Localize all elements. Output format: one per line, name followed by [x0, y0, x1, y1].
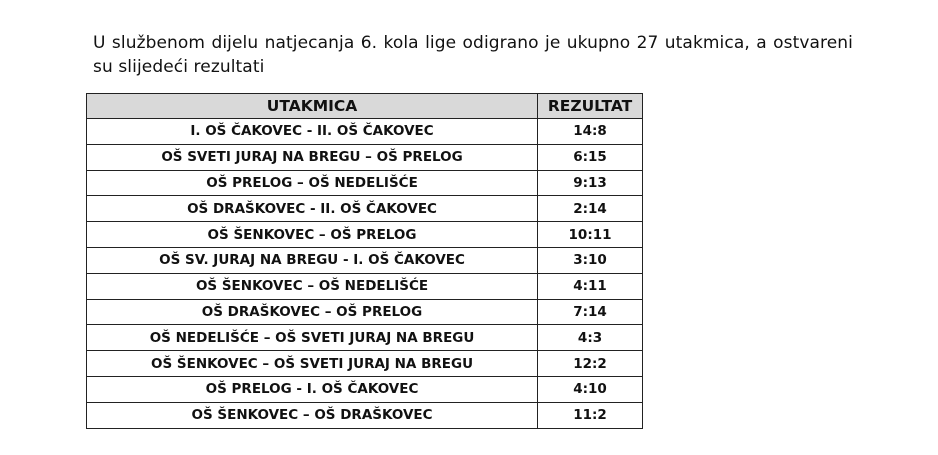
match-cell: OŠ ŠENKOVEC – OŠ SVETI JURAJ NA BREGU	[87, 351, 538, 377]
result-cell: 11:2	[538, 402, 643, 428]
table-row	[87, 196, 643, 222]
result-cell: 14:8	[538, 119, 643, 145]
results-table	[86, 93, 643, 429]
result-cell: 6:15	[538, 144, 643, 170]
header-result: REZULTAT	[538, 94, 643, 119]
match-cell: OŠ DRAŠKOVEC - II. OŠ ČAKOVEC	[87, 196, 538, 222]
result-cell: 2:14	[538, 196, 643, 222]
table-row	[87, 376, 643, 402]
match-cell: OŠ ŠENKOVEC – OŠ PRELOG	[87, 222, 538, 248]
table-row	[87, 325, 643, 351]
result-cell: 12:2	[538, 351, 643, 377]
result-cell: 10:11	[538, 222, 643, 248]
table-row	[87, 351, 643, 377]
table-row	[87, 273, 643, 299]
match-cell: OŠ SV. JURAJ NA BREGU - I. OŠ ČAKOVEC	[87, 247, 538, 273]
table-row	[87, 247, 643, 273]
result-cell: 3:10	[538, 247, 643, 273]
result-cell: 7:14	[538, 299, 643, 325]
match-cell: OŠ PRELOG – OŠ NEDELIŠĆE	[87, 170, 538, 196]
match-cell: OŠ SVETI JURAJ NA BREGU – OŠ PRELOG	[87, 144, 538, 170]
table-row	[87, 170, 643, 196]
match-cell: OŠ DRAŠKOVEC – OŠ PRELOG	[87, 299, 538, 325]
table-row	[87, 144, 643, 170]
result-cell: 4:3	[538, 325, 643, 351]
table-header-row	[87, 94, 643, 119]
intro-paragraph: U službenom dijelu natjecanja 6. kola lige odigrano je ukupno 27 utakmica, a ostvareni su slijedeći rezultati	[93, 33, 853, 77]
match-cell: OŠ NEDELIŠĆE – OŠ SVETI JURAJ NA BREGU	[87, 325, 538, 351]
result-cell: 9:13	[538, 170, 643, 196]
table-row	[87, 119, 643, 145]
match-cell: OŠ PRELOG - I. OŠ ČAKOVEC	[87, 376, 538, 402]
match-cell: I. OŠ ČAKOVEC - II. OŠ ČAKOVEC	[87, 119, 538, 145]
table-row	[87, 299, 643, 325]
match-cell: OŠ ŠENKOVEC – OŠ DRAŠKOVEC	[87, 402, 538, 428]
result-cell: 4:10	[538, 376, 643, 402]
result-cell: 4:11	[538, 273, 643, 299]
header-match: UTAKMICA	[87, 94, 538, 119]
table-row	[87, 222, 643, 248]
table-row	[87, 402, 643, 428]
match-cell: OŠ ŠENKOVEC – OŠ NEDELIŠĆE	[87, 273, 538, 299]
